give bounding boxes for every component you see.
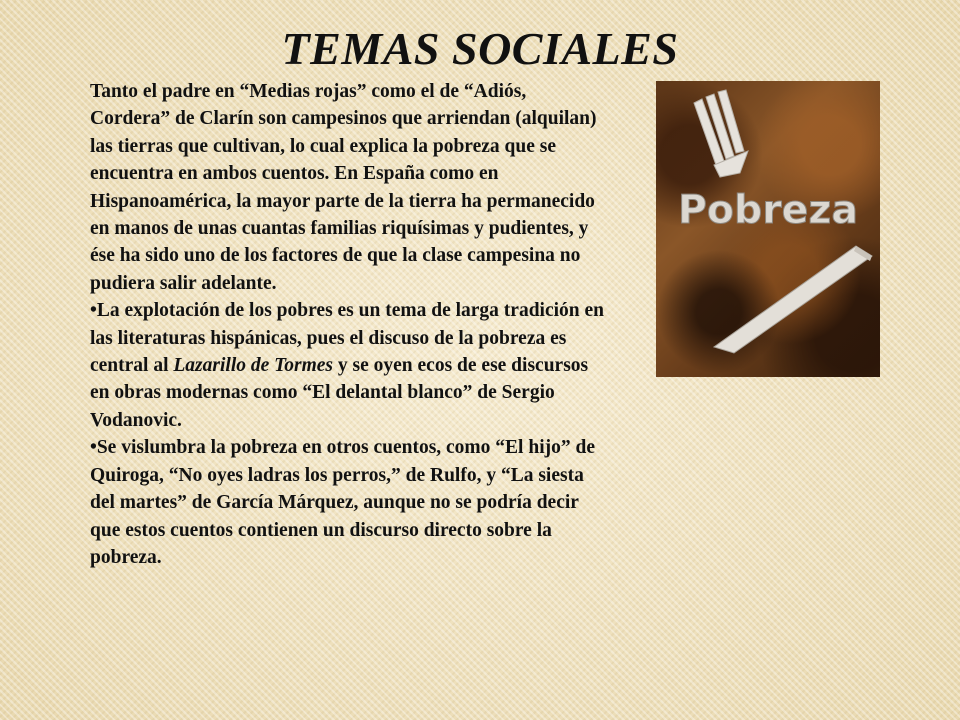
paragraph-2 — [90, 297, 605, 434]
book-title-lazarillo: Lazarillo de Tormes — [173, 355, 334, 377]
poverty-image-graphic — [656, 81, 880, 377]
paragraph-3: •Se vislumbra la pobreza en otros cuentos, como “El hijo” de Quiroga, “No oyes ladras los perros,” de Rulfo, y “La siesta del martes” de García Márquez, aunque no se podría decir que estos cuentos contienen un discurso directo sobre la pobreza. — [90, 437, 595, 568]
fork-icon — [694, 90, 748, 177]
paragraph-1: Tanto el padre en “Medias rojas” como el de “Adiós, Cordera” de Clarín son campesinos que arriendan (alquilan) las tierras que cultivan, lo cual explica la pobreza que se encuentra en ambos cuentos. En España como en Hispanoamérica, la mayor parte de la tierra ha permanecido en manos de unas cuantas familias riquísimas y pudientes, y ése ha sido uno de los factores de que la clase campesina no pudiera salir adelante. — [90, 81, 597, 294]
paragraph-2-start: •La explotación de los pobres es un tema de larga tradición en las literaturas hispánicas, pues el discuso de la pobreza es central al — [90, 300, 605, 377]
pobreza-label: Pobreza — [678, 188, 858, 233]
poverty-image — [656, 81, 880, 377]
paragraph-2-end: y se oyen ecos de ese discursos en obras modernas como “El delantal blanco” de Sergio Vodanovic. — [90, 355, 589, 431]
body-text — [90, 78, 605, 571]
slide-title: TEMAS SOCIALES — [281, 23, 679, 74]
fork-handle-icon — [714, 246, 872, 353]
